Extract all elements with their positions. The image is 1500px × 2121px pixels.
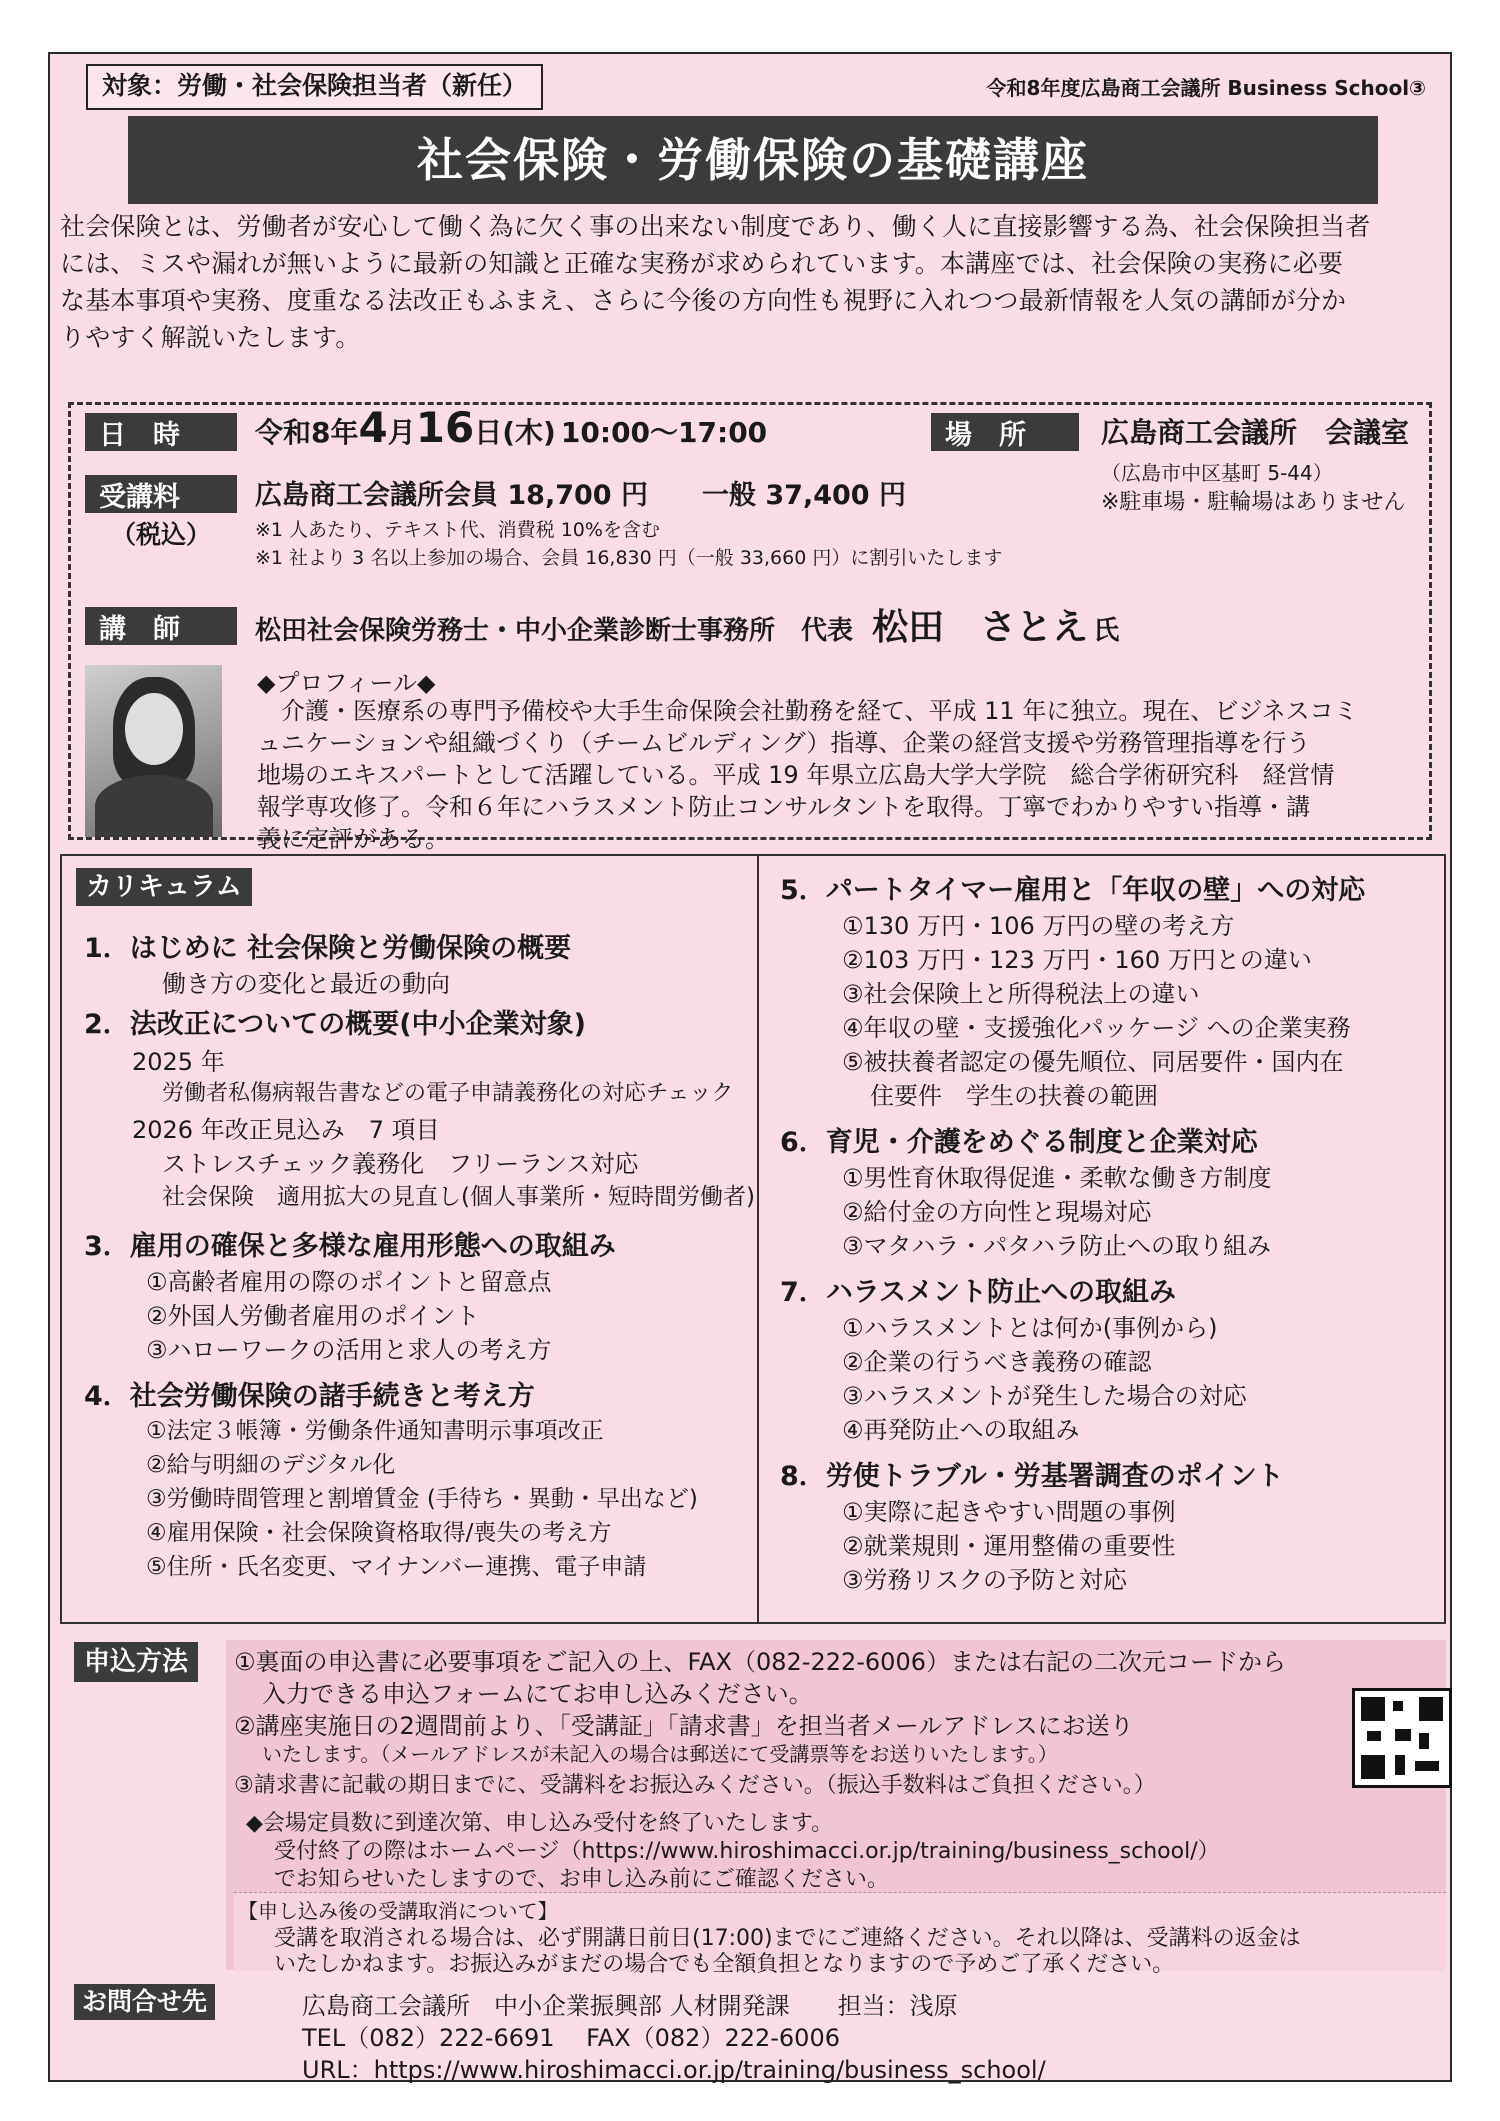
curriculum-section-2: 2．法改正についての概要(中小企業対象) <box>84 1009 586 1040</box>
qr-code-icon[interactable] <box>1352 1688 1452 1788</box>
lecturer-line <box>255 599 1119 650</box>
target-audience-tag: 対象：労働・社会保険担当者（新任） <box>86 64 543 110</box>
curriculum-item: ⑤被扶養者認定の優先順位、同居要件・国内在 <box>842 1048 1344 1076</box>
curriculum-item: ①男性育休取得促進・柔軟な働き方制度 <box>842 1164 1272 1192</box>
apply-note-1: ◆会場定員数に到達次第、申し込み受付を終了いたします。 <box>246 1811 834 1836</box>
course-title: 社会保険・労働保険の基礎講座 <box>128 116 1378 204</box>
lecturer-photo <box>85 665 222 837</box>
apply-step-2-cont: いたします。（メールアドレスが未記入の場合は郵送にて受講票等をお送りいたします。） <box>262 1742 1058 1766</box>
date-year: 令和8年 <box>255 416 359 449</box>
fee-note-1: ※1 人あたり、テキスト代、消費税 10%を含む <box>255 519 660 541</box>
apply-step-1-cont: 入力できる申込フォームにてお申し込みください。 <box>262 1680 813 1708</box>
profile-line: 介護・医療系の専門予備校や大手生命保険会社勤務を経て、平成 11 年に独立。現在、ビジネスコミ <box>257 697 1358 725</box>
curriculum-item: ④年収の壁・支援強化パッケージ への企業実務 <box>842 1014 1351 1042</box>
curriculum-item: ②給付金の方向性と現場対応 <box>842 1198 1152 1226</box>
place-note: ※駐車場・駐輪場はありません <box>1101 490 1406 515</box>
curriculum-item: 住要件 学生の扶養の範囲 <box>870 1082 1158 1110</box>
curriculum-item: ③ハローワークの活用と求人の考え方 <box>146 1336 552 1364</box>
curriculum-item: ④雇用保険・社会保険資格取得/喪失の考え方 <box>146 1520 612 1546</box>
profile-heading: ◆プロフィール◆ <box>257 669 436 697</box>
cancellation-text-2: いたしかねます。お振込みがまだの場合でも全額負担となりますので予めご了承ください。 <box>274 1952 1175 1977</box>
curriculum-label: カリキュラム <box>76 868 252 906</box>
date-day-unit: 日 <box>474 416 503 449</box>
curriculum-item: ③マタハラ・パタハラ防止への取り組み <box>842 1232 1272 1260</box>
curriculum-item: ①ハラスメントとは何か(事例から) <box>842 1314 1218 1342</box>
curriculum-section-1: 1．はじめに 社会保険と労働保険の概要 <box>84 933 572 964</box>
curriculum-item: 社会保険 適用拡大の見直し(個人事業所・短時間労働者) <box>162 1184 755 1210</box>
curriculum-item: ③社会保険上と所得税法上の違い <box>842 980 1200 1008</box>
contact-phone-fax: TEL（082）222-6691 FAX（082）222-6006 <box>302 2024 840 2052</box>
fee-label <box>85 475 237 513</box>
curriculum-item: ②103 万円・123 万円・160 万円との違い <box>842 946 1312 974</box>
fee-amounts: 広島商工会議所会員 18,700 円 一般 37,400 円 <box>255 480 906 511</box>
profile-line: ュニケーションや組織づくり（チームビルディング）指導、企業の経営支援や労務管理指導を行う <box>257 729 1311 757</box>
photo-face-shape <box>125 693 183 765</box>
curriculum-item: 働き方の変化と最近の動向 <box>162 970 450 998</box>
curriculum-item: ③労務リスクの予防と対応 <box>842 1566 1128 1594</box>
curriculum-section-4: 4．社会労働保険の諸手続きと考え方 <box>84 1381 535 1412</box>
date-label <box>85 413 237 451</box>
apply-step-3: ③請求書に記載の期日までに、受講料をお振込みください。（振込手数料はご負担ください。） <box>234 1773 1156 1798</box>
school-series-label: 令和8年度広島商工会議所 Business School③ <box>986 76 1426 100</box>
curriculum-section-7: 7．ハラスメント防止への取組み <box>780 1277 1176 1308</box>
photo-body-shape <box>95 775 213 837</box>
profile-line: 義に定評がある。 <box>257 825 449 853</box>
curriculum-section-3: 3．雇用の確保と多様な雇用形態への取組み <box>84 1231 616 1262</box>
intro-line: 社会保険とは、労働者が安心して働く為に欠く事の出来ない制度であり、働く人に直接影響する為、社会保険担当者 <box>60 212 1371 241</box>
cancellation-heading: 【申し込み後の受講取消について】 <box>238 1899 558 1923</box>
curriculum-item: ②外国人労働者雇用のポイント <box>146 1302 480 1330</box>
curriculum-item: 2026 年改正見込み 7 項目 <box>132 1116 440 1144</box>
curriculum-item: ①130 万円・106 万円の壁の考え方 <box>842 912 1235 940</box>
curriculum-item: ③ハラスメントが発生した場合の対応 <box>842 1382 1247 1410</box>
fee-label-text: 受講料 <box>99 481 180 513</box>
intro-line: には、ミスや漏れが無いように最新の知識と正確な実務が求められています。本講座では、社会保険の実務に必要 <box>60 249 1344 278</box>
place-name: 広島商工会議所 会議室 <box>1101 416 1410 449</box>
curriculum-section-5: 5．パートタイマー雇用と「年収の壁」への対応 <box>780 875 1366 906</box>
curriculum-section-6: 6．育児・介護をめぐる制度と企業対応 <box>780 1127 1258 1158</box>
curriculum-item: ①高齢者雇用の際のポイントと留意点 <box>146 1268 552 1296</box>
curriculum-section-8: 8．労使トラブル・労基署調査のポイント <box>780 1461 1284 1492</box>
curriculum-item: ⑤住所・氏名変更、マイナンバー連携、電子申請 <box>146 1554 647 1580</box>
date-value <box>255 403 767 452</box>
curriculum-item: 2025 年 <box>132 1048 225 1076</box>
apply-step-1: ①裏面の申込書に必要事項をご記入の上、FAX（082-222-6006）または右記の二次元コードから <box>234 1648 1286 1676</box>
profile-text <box>257 695 1457 855</box>
date-month: 4 <box>358 403 388 452</box>
fee-tax-note: （税込） <box>110 520 211 549</box>
lecturer-organization: 松田社会保険労務士・中小企業診断士事務所 代表 <box>255 616 854 646</box>
date-weekday: (木) <box>502 416 556 449</box>
apply-note-2: 受付終了の際はホームページ（https://www.hiroshimacci.or.jp/training/business_school/） <box>274 1839 1220 1864</box>
apply-step-2: ②講座実施日の2週間前より、「受講証」「請求書」を担当者メールアドレスにお送り <box>234 1712 1134 1740</box>
date-month-unit: 月 <box>387 416 416 449</box>
apply-note-3: でお知らせいたしますので、お申し込み前にご確認ください。 <box>274 1867 889 1892</box>
profile-line: 地場のエキスパートとして活躍している。平成 19 年県立広島大学大学院 総合学術研究科 経営情 <box>257 761 1335 789</box>
application-section <box>60 1634 1446 1977</box>
place-label-text: 場 所 <box>945 419 1026 451</box>
curriculum-item: ストレスチェック義務化 フリーランス対応 <box>162 1150 639 1178</box>
curriculum-item: ②企業の行うべき義務の確認 <box>842 1348 1152 1376</box>
flyer-page <box>48 52 1452 2082</box>
curriculum-item: 労働者私傷病報告書などの電子申請義務化の対応チェック <box>162 1081 734 1106</box>
curriculum-item: ②就業規則・運用整備の重要性 <box>842 1532 1176 1560</box>
cancellation-text-1: 受講を取消される場合は、必ず開講日前日(17:00)までにご連絡ください。それ以降は、受講料の返金は <box>274 1926 1301 1951</box>
course-info-box <box>68 402 1432 853</box>
place-label <box>931 413 1079 451</box>
contact-office: 広島商工会議所 中小企業振興部 人材開発課 担当：浅原 <box>302 1992 958 2020</box>
place-address: （広島市中区基町 5-44） <box>1101 461 1333 485</box>
contact-label: お問合せ先 <box>74 1984 215 2020</box>
fee-note-2: ※1 社より 3 名以上参加の場合、会員 16,830 円（一般 33,660 円）に割引いたします <box>255 547 1003 569</box>
lecturer-label <box>85 607 237 645</box>
lecturer-name: 松田 さとえ <box>872 607 1089 648</box>
cancellation-box <box>234 1892 1446 1977</box>
contact-url[interactable]: URL：https://www.hiroshimacci.or.jp/training/business_school/ <box>302 2056 1046 2084</box>
curriculum-item: ①実際に起きやすい問題の事例 <box>842 1498 1176 1526</box>
curriculum-item: ④再発防止への取組み <box>842 1416 1080 1444</box>
date-time: 10:00～17:00 <box>560 416 768 449</box>
date-label-text: 日 時 <box>99 419 180 451</box>
application-label: 申込方法 <box>74 1642 198 1682</box>
curriculum-box <box>60 854 1446 1624</box>
date-day: 16 <box>415 403 475 452</box>
curriculum-item: ③労働時間管理と割増賃金 (手待ち・異動・早出など) <box>146 1486 698 1512</box>
curriculum-item: ①法定３帳簿・労働条件通知書明示事項改正 <box>146 1418 604 1444</box>
profile-line: 報学専攻修了。令和６年にハラスメント防止コンサルタントを取得。丁寧でわかりやすい指導・講 <box>257 793 1311 821</box>
lecturer-honorific: 氏 <box>1093 616 1120 646</box>
curriculum-divider <box>757 856 759 1622</box>
lecturer-label-text: 講 師 <box>99 613 180 645</box>
intro-line: りやすく解説いたします。 <box>60 323 361 352</box>
curriculum-item: ②給与明細のデジタル化 <box>146 1452 396 1478</box>
intro-line: な基本事項や実務、度重なる法改正もふまえ、さらに今後の方向性も視野に入れつつ最新情報を人気の講師が分か <box>60 286 1347 315</box>
application-panel <box>226 1640 1446 1977</box>
intro-paragraph <box>60 208 1446 356</box>
